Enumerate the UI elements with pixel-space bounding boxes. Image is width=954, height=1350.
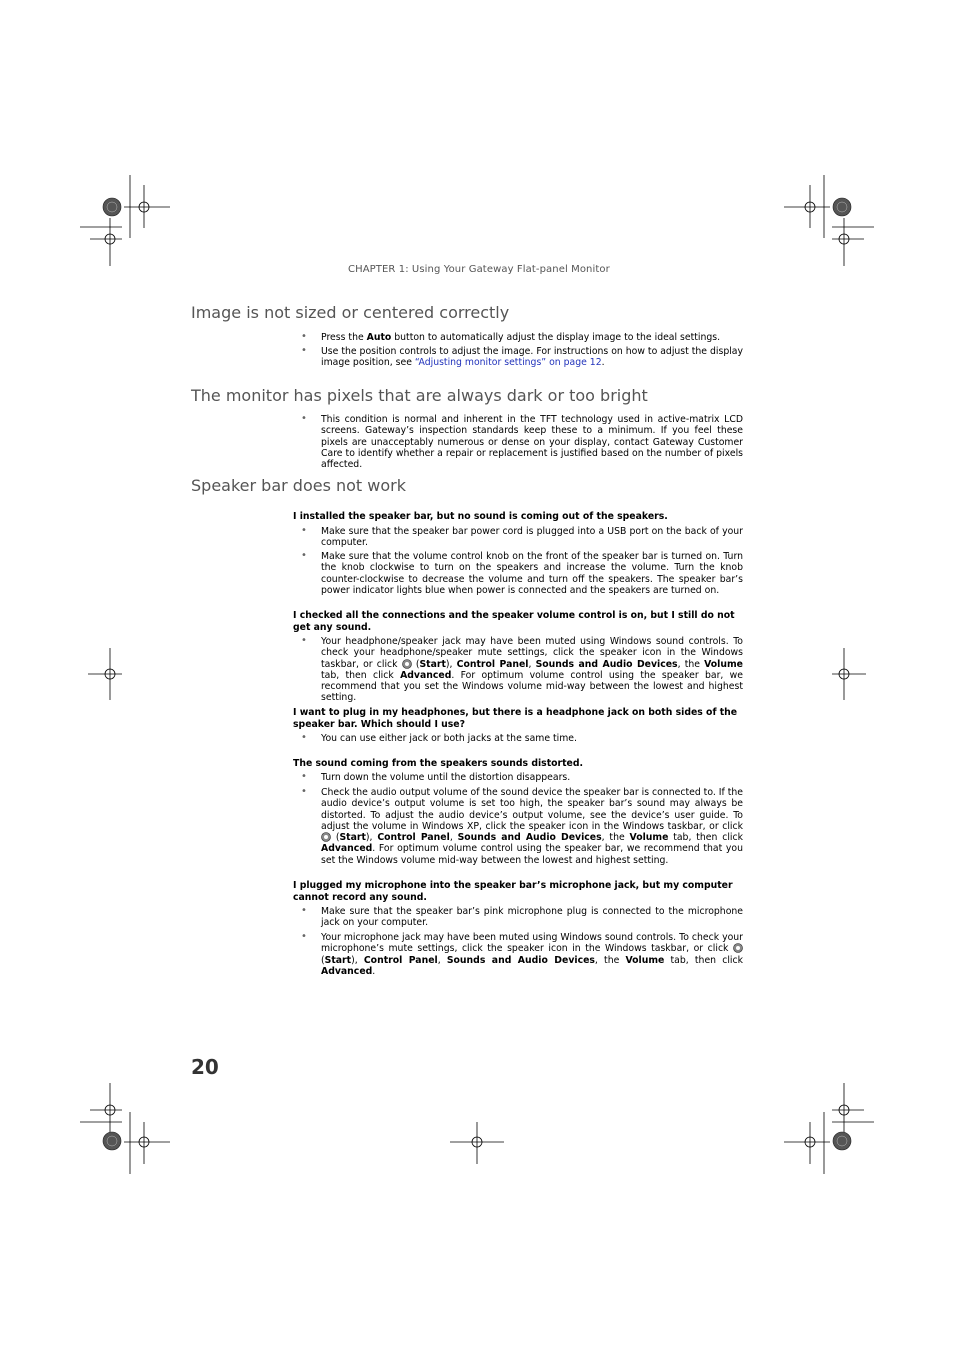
question-heading: I installed the speaker bar, but no sound is coming out of the speakers.: [293, 511, 668, 522]
list-item: • This condition is normal and inherent in the TFT technology used in active-matrix LCD screens. Gateway’s inspection standards keep these to a minimum. If you feel these pixels are unacceptably numerous or dense on your display, contact Gateway Customer Care to identify whether a repair or replacement is justified based on the number of pixels affected.: [301, 413, 743, 471]
section-title-pixels: The monitor has pixels that are always dark or too bright: [191, 386, 648, 405]
list-item: • Make sure that the volume control knob on the front of the speaker bar is turned on. Turn the knob clockwise to turn on the speakers and increase the volume. Turn the knob counter-clockwise to decrease the volume and turn off the speakers. The speaker bar’s power indicator lights blue when power is connected and the speakers are turned on.: [301, 550, 743, 596]
question-heading: The sound coming from the speakers sounds distorted.: [293, 758, 584, 769]
running-head: CHAPTER 1: Using Your Gateway Flat-panel Monitor: [348, 264, 610, 275]
list-item: • Check the audio output volume of the sound device the speaker bar is connected to. If the audio device’s output volume is set too high, the speaker bar’s sound may always be distorted. To adjust the audio device’s output volume, see the device’s user guide. To adjust the volume in Windows XP, click the speaker icon in the Windows taskbar, or click (Start), Control Panel, Sounds and Audio Devices, the Volume tab, then click Advanced. For optimum volume control using the speaker bar, we recommend that you set the Windows volume mid-way between the lowest and highest setting.: [301, 786, 743, 866]
windows-start-icon: [402, 659, 412, 669]
cross-reference-link[interactable]: “Adjusting monitor settings” on page 12: [414, 357, 602, 369]
section-title-speaker-bar: Speaker bar does not work: [191, 476, 407, 495]
list-item: • Make sure that the speaker bar’s pink microphone plug is connected to the microphone jack on your computer.: [301, 905, 743, 929]
list-item: • Press the Auto button to automatically adjust the display image to the ideal settings.: [301, 331, 721, 343]
list-item: • Use the position controls to adjust the image. For instructions on how to adjust the display image position, see “Adjusting monitor settings” on page 12.: [301, 345, 743, 369]
list-item: • Your headphone/speaker jack may have been muted using Windows sound controls. To check your headphone/speaker mute settings, click the speaker icon in the Windows taskbar, or click (Start), Control Panel, Sounds and Audio Devices, the Volume tab, then click Advanced. For optimum volume control using the speaker bar, we recommend that you set the Windows volume mid-way between the lowest and highest setting.: [301, 635, 743, 704]
question-heading: I plugged my microphone into the speaker bar’s microphone jack, but my computer cannot record any sound.: [293, 880, 733, 903]
page-number: 20: [191, 1055, 219, 1079]
list-item: • Your microphone jack may have been muted using Windows sound controls. To check your microphone’s mute settings, click the speaker icon in the Windows taskbar, or click (Start), Control Panel, Sounds and Audio Devices, the Volume tab, then click Advanced.: [301, 931, 743, 977]
list-item: • Turn down the volume until the distortion disappears.: [301, 771, 571, 783]
question-heading: I want to plug in my headphones, but there is a headphone jack on both sides of the speaker bar. Which should I use?: [293, 707, 738, 730]
list-item: • Make sure that the speaker bar power cord is plugged into a USB port on the back of your computer.: [301, 525, 743, 549]
list-item: • You can use either jack or both jacks at the same time.: [301, 732, 577, 744]
section-title-image-size: Image is not sized or centered correctly: [191, 303, 510, 322]
question-heading: I checked all the connections and the speaker volume control is on, but I still do not get any sound.: [293, 610, 735, 633]
windows-start-icon: [321, 832, 331, 842]
windows-start-icon: [733, 943, 743, 953]
